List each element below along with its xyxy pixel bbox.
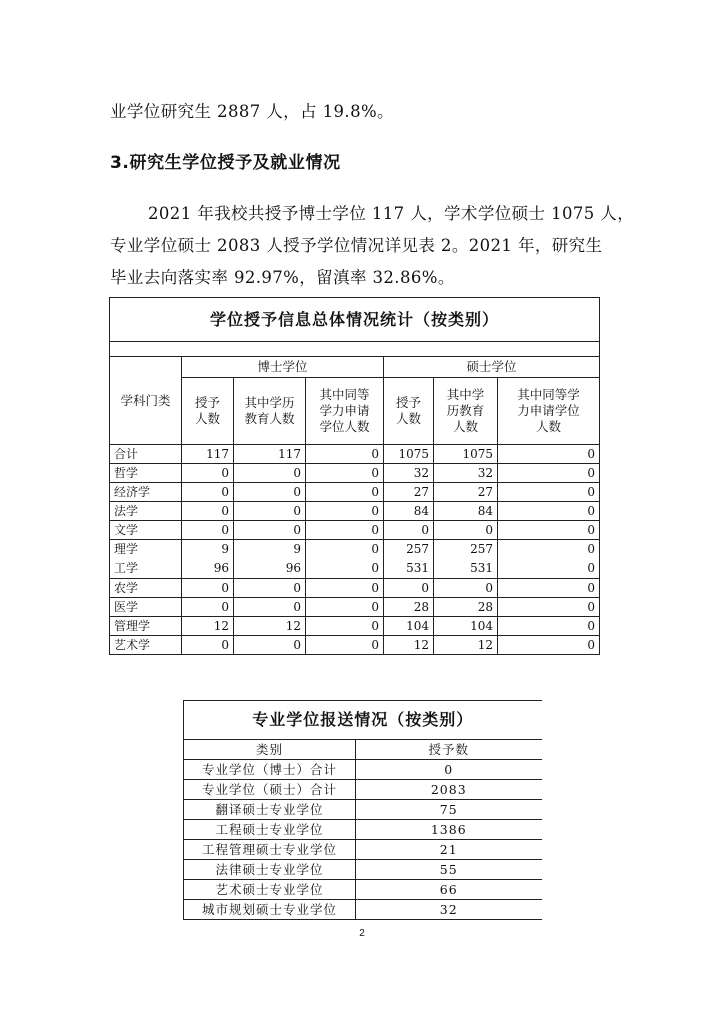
cell: 66: [356, 880, 542, 900]
cell: 0: [182, 598, 234, 617]
paragraph-line: 业学位研究生 2887 人，占 19.8%。: [110, 102, 394, 121]
paragraph-line: 2021 年我校共授予博士学位 117 人，学术学位硕士 1075 人，: [148, 204, 635, 223]
cell: 32: [356, 900, 542, 920]
cell: 84: [434, 502, 498, 521]
cell: 0 0: [306, 540, 384, 579]
cell: 0: [306, 636, 384, 655]
paragraph-line: 专业学位硕士 2083 人授予学位情况详见表 2。2021 年，研究生: [110, 236, 603, 255]
cell: 12: [434, 636, 498, 655]
row-label: 翻译硕士专业学位: [184, 800, 356, 820]
paragraph-line: 毕业去向落实率 92.97%，留滇率 32.86%。: [110, 268, 455, 287]
col-header: 其中学 历教育 人数: [434, 378, 498, 445]
col-header: 授予 人数: [182, 378, 234, 445]
cell: 0: [234, 598, 306, 617]
cell: 0: [498, 445, 600, 464]
col-header: 其中同等学 力申请学位 人数: [498, 378, 600, 445]
cell: 28: [434, 598, 498, 617]
cell: 28: [384, 598, 434, 617]
row-label: 管理学: [110, 617, 182, 636]
row-label: 艺术硕士专业学位: [184, 880, 356, 900]
cell: 55: [356, 860, 542, 880]
cell: 0: [498, 464, 600, 483]
row-label: 专业学位（博士）合计: [184, 760, 356, 780]
row-label: 哲学: [110, 464, 182, 483]
cell: 0: [306, 483, 384, 502]
cell: 0: [498, 617, 600, 636]
cell: 9 96: [234, 540, 306, 579]
cell: 1075: [434, 445, 498, 464]
row-label: 法学: [110, 502, 182, 521]
cell: 84: [384, 502, 434, 521]
cell: 12: [182, 617, 234, 636]
row-label: 艺术学: [110, 636, 182, 655]
cell: 0: [182, 483, 234, 502]
cell: 0: [384, 579, 434, 598]
row-label: 合计: [110, 445, 182, 464]
cell: 0: [306, 579, 384, 598]
col-header: 授予数: [356, 740, 542, 760]
professional-degree-table: [183, 700, 542, 920]
cell: 0: [234, 483, 306, 502]
col-header: 其中同等 学力申请 学位人数: [306, 378, 384, 445]
row-label: 农学: [110, 579, 182, 598]
row-label: 工程管理硕士专业学位: [184, 840, 356, 860]
cell: 0: [498, 579, 600, 598]
cell: 0: [182, 502, 234, 521]
cell: 1075: [384, 445, 434, 464]
degree-stats-table: [109, 297, 600, 655]
cell: 0: [498, 598, 600, 617]
table-title: 专业学位报送情况（按类别）: [184, 701, 542, 740]
cell: 0: [234, 502, 306, 521]
cell: 0: [306, 445, 384, 464]
cell: 0: [498, 483, 600, 502]
cell: 0: [498, 521, 600, 540]
cell: 0: [498, 636, 600, 655]
cell: 0 0: [498, 540, 600, 579]
cell: 0: [384, 521, 434, 540]
row-label: 经济学: [110, 483, 182, 502]
cell: 12: [384, 636, 434, 655]
cell: 0: [182, 464, 234, 483]
cell: 104: [434, 617, 498, 636]
cell: 104: [384, 617, 434, 636]
cell: 0: [182, 579, 234, 598]
cell: 0: [234, 636, 306, 655]
cell: 117: [234, 445, 306, 464]
cell: 0: [306, 521, 384, 540]
cell: 117: [182, 445, 234, 464]
doctor-group-header: 博士学位: [182, 357, 384, 378]
row-label: 法律硕士专业学位: [184, 860, 356, 880]
col-header: 授予 人数: [384, 378, 434, 445]
cell: 12: [234, 617, 306, 636]
col-subject-header: 学科门类: [110, 357, 182, 445]
cell: 0: [234, 579, 306, 598]
cell: 0: [234, 521, 306, 540]
blank-row: [110, 342, 600, 357]
cell: 2083: [356, 780, 542, 800]
cell: 27: [434, 483, 498, 502]
cell: 0: [306, 617, 384, 636]
col-header: 类别: [184, 740, 356, 760]
cell: 0: [356, 760, 542, 780]
page-number: 2: [359, 928, 365, 939]
cell: 27: [384, 483, 434, 502]
table-title: 学位授予信息总体情况统计（按类别）: [110, 298, 600, 342]
cell: 75: [356, 800, 542, 820]
cell: 21: [356, 840, 542, 860]
cell: 32: [434, 464, 498, 483]
cell: 0: [306, 598, 384, 617]
row-label: 医学: [110, 598, 182, 617]
master-group-header: 硕士学位: [384, 357, 600, 378]
cell: 0: [234, 464, 306, 483]
cell: 0: [306, 502, 384, 521]
row-label: 理学 工学: [110, 540, 182, 579]
row-label: 城市规划硕士专业学位: [184, 900, 356, 920]
row-label: 专业学位（硕士）合计: [184, 780, 356, 800]
cell: 0: [306, 464, 384, 483]
col-header: 其中学历 教育人数: [234, 378, 306, 445]
cell: 32: [384, 464, 434, 483]
row-label: 工程硕士专业学位: [184, 820, 356, 840]
section-heading: 3.研究生学位授予及就业情况: [110, 153, 341, 173]
cell: 0: [434, 579, 498, 598]
cell: 257 531: [434, 540, 498, 579]
cell: 0: [434, 521, 498, 540]
cell: 1386: [356, 820, 542, 840]
row-label: 文学: [110, 521, 182, 540]
cell: 257 531: [384, 540, 434, 579]
cell: 0: [498, 502, 600, 521]
cell: 0: [182, 521, 234, 540]
cell: 9 96: [182, 540, 234, 579]
cell: 0: [182, 636, 234, 655]
